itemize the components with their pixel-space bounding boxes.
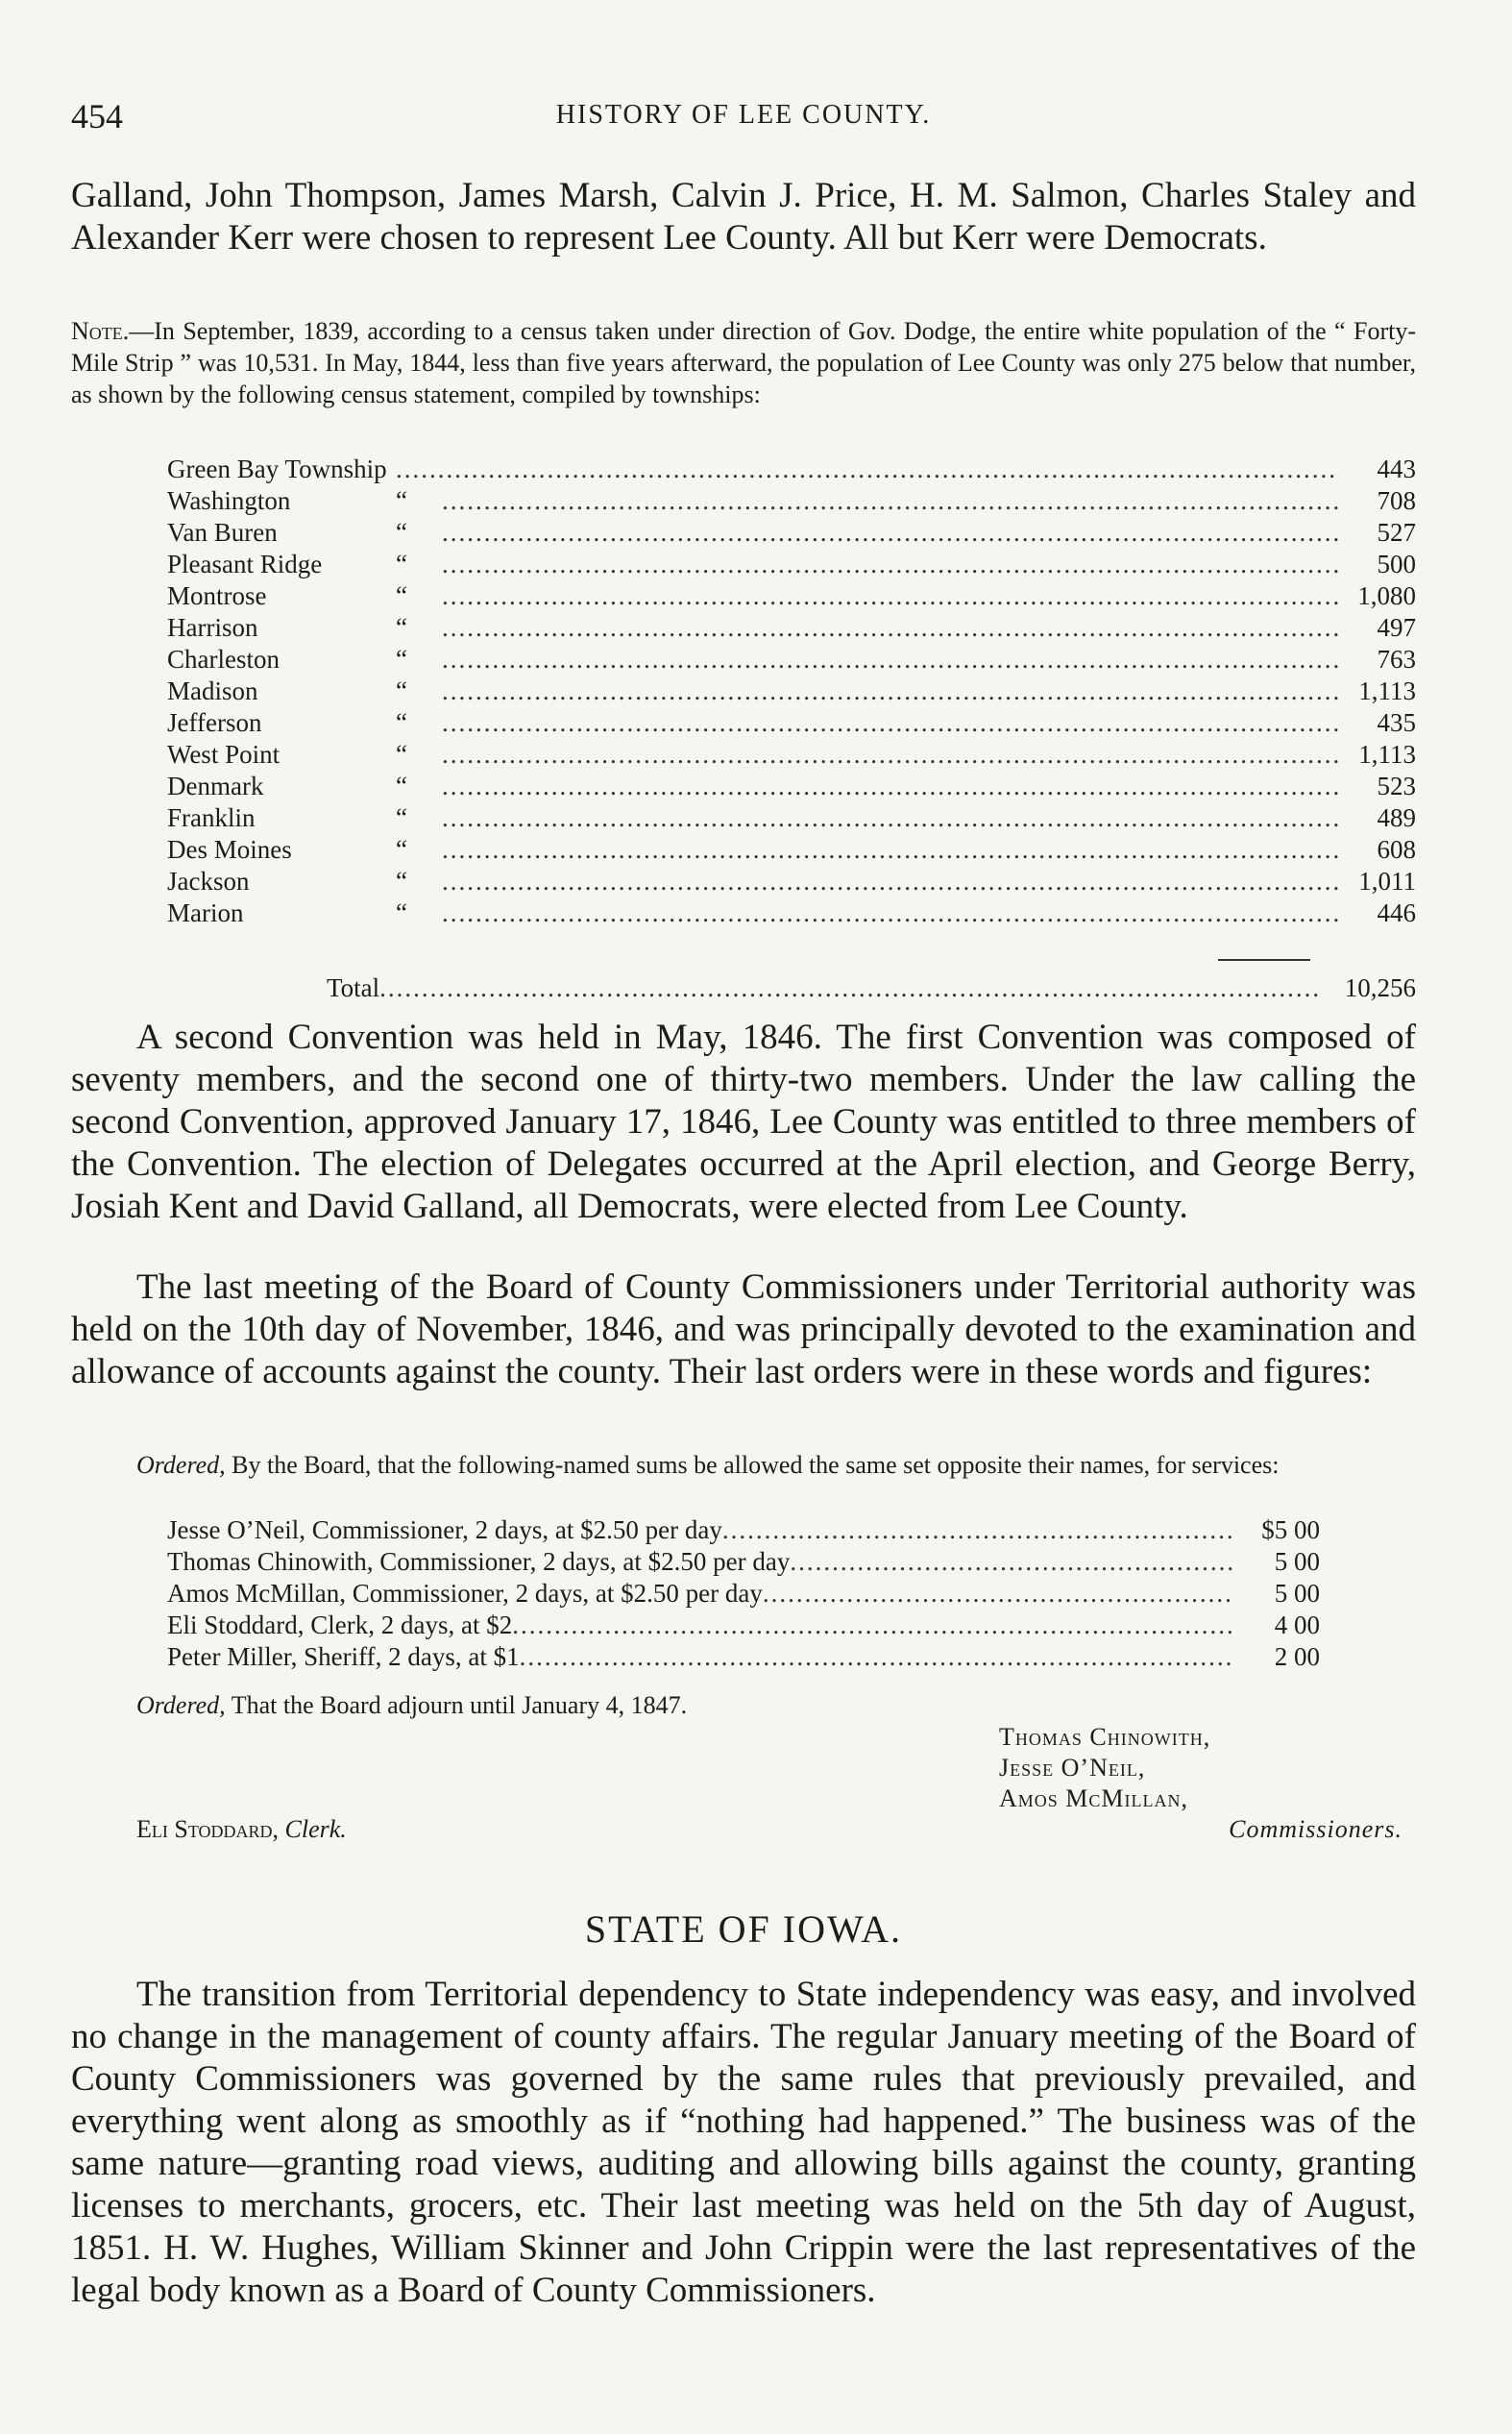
census-table xyxy=(71,454,1416,929)
census-row xyxy=(167,580,1416,612)
dot-leader xyxy=(512,1610,1233,1641)
paragraph-second-convention: A second Convention was held in May, 1846. The first Convention was composed of seventy members, and the second one of thirty-two members. Under the law calling the second Convention, approved January 17, 1846, Lee County was entitled to three members of the Convention. The election of Delegates occurred at the April election, and George Berry, Josiah Kent and David Galland, all Democrats, were elected from Lee County. xyxy=(71,1018,1416,1226)
ditto-mark: “ xyxy=(396,835,407,864)
census-row xyxy=(167,739,1416,771)
census-row xyxy=(167,517,1416,549)
census-row xyxy=(167,676,1416,707)
page-number: 454 xyxy=(71,97,123,135)
ditto-mark: “ xyxy=(396,645,407,674)
population-value: 1,080 xyxy=(1357,581,1416,610)
census-total-row xyxy=(71,972,1416,1004)
signature-name: Thomas Chinowith, xyxy=(999,1723,1211,1751)
township-name: Franklin xyxy=(167,803,256,832)
ditto-mark: “ xyxy=(396,676,407,705)
ditto-mark: “ xyxy=(396,518,407,547)
township-name: Washington xyxy=(167,486,291,515)
payment-description: Amos McMillan, Commissioner, 2 days, at $2.50 per day xyxy=(167,1579,763,1608)
township-name: West Point xyxy=(167,740,280,769)
population-value: 489 xyxy=(1377,803,1416,832)
population-value: 527 xyxy=(1377,518,1416,547)
payment-amount: $5 00 xyxy=(1261,1515,1320,1544)
census-row xyxy=(167,454,1416,485)
payment-amount: 5 00 xyxy=(1274,1579,1320,1608)
dot-leader xyxy=(396,454,1339,485)
dot-leader xyxy=(442,644,1339,676)
ditto-mark: “ xyxy=(396,550,407,578)
payment-row xyxy=(71,1641,1320,1673)
census-row xyxy=(167,802,1416,834)
population-value: 1,011 xyxy=(1358,867,1416,896)
note-label: Note. xyxy=(71,317,130,345)
page-header xyxy=(71,96,1416,135)
payments-list xyxy=(71,1514,1320,1673)
township-name: Pleasant Ridge xyxy=(167,550,323,578)
township-name: Van Buren xyxy=(167,518,278,547)
total-rule xyxy=(1218,959,1310,961)
census-row xyxy=(167,707,1416,739)
dot-leader xyxy=(379,972,1320,1004)
township-name: Montrose xyxy=(167,581,267,610)
census-row xyxy=(167,897,1416,929)
census-row xyxy=(167,549,1416,580)
township-name: Charleston xyxy=(167,645,280,674)
dot-leader xyxy=(520,1641,1233,1673)
ditto-mark: “ xyxy=(396,613,407,642)
payment-amount: 4 00 xyxy=(1274,1610,1320,1639)
census-row xyxy=(167,612,1416,644)
census-total-block xyxy=(71,946,1416,1004)
population-value: 500 xyxy=(1377,550,1416,578)
ditto-mark: “ xyxy=(396,581,407,610)
population-value: 497 xyxy=(1377,613,1416,642)
dot-leader xyxy=(442,517,1339,549)
order-allowance-text: By the Board, that the following-named sums be allowed the same set opposite their names, for services: xyxy=(225,1451,1280,1479)
dot-leader xyxy=(763,1578,1233,1610)
commissioner-signatures xyxy=(999,1722,1402,1845)
total-value: 10,256 xyxy=(1344,973,1416,1002)
ditto-mark: “ xyxy=(396,803,407,832)
census-row xyxy=(167,644,1416,676)
total-label: Total xyxy=(327,973,380,1002)
dot-leader xyxy=(442,707,1339,739)
population-value: 608 xyxy=(1377,835,1416,864)
ordered-label-2: Ordered, xyxy=(136,1691,226,1719)
population-value: 446 xyxy=(1377,898,1416,927)
population-value: 763 xyxy=(1377,645,1416,674)
dot-leader xyxy=(442,580,1339,612)
payment-description: Eli Stoddard, Clerk, 2 days, at $2 xyxy=(167,1610,513,1639)
census-row xyxy=(167,834,1416,866)
ditto-mark: “ xyxy=(396,708,407,737)
signature-name: Amos McMillan, xyxy=(999,1784,1189,1812)
township-name: Jackson xyxy=(167,867,250,896)
township-name: Denmark xyxy=(167,772,264,800)
payment-row xyxy=(71,1546,1320,1578)
ditto-mark: “ xyxy=(396,898,407,927)
census-row xyxy=(167,771,1416,802)
population-value: 523 xyxy=(1377,772,1416,800)
township-name: Green Bay Township xyxy=(167,455,387,483)
payment-row xyxy=(71,1610,1320,1641)
census-row xyxy=(167,866,1416,897)
clerk-name: Eli Stoddard, xyxy=(136,1815,280,1843)
dot-leader xyxy=(442,612,1339,644)
note-text: —In September, 1839, according to a census taken under direction of Gov. Dodge, the entire white population of the “ Forty-Mile Strip ” was 10,531. In May, 1844, less than five years afterward, the population of Lee County was only 275 below that number, as shown by the following census statement, compiled by townships: xyxy=(71,317,1416,408)
census-note xyxy=(71,315,1416,410)
township-name: Marion xyxy=(167,898,244,927)
population-value: 708 xyxy=(1377,486,1416,515)
order-adjourn-text: That the Board adjourn until January 4, 1847. xyxy=(225,1691,688,1719)
dot-leader xyxy=(442,485,1339,517)
payment-description: Thomas Chinowith, Commissioner, 2 days, at $2.50 per day xyxy=(167,1547,791,1576)
payment-description: Peter Miller, Sheriff, 2 days, at $1 xyxy=(167,1642,520,1671)
township-name: Jefferson xyxy=(167,708,262,737)
clerk-role: Clerk. xyxy=(284,1815,347,1843)
population-value: 443 xyxy=(1377,455,1416,483)
paragraph-state-of-iowa: The transition from Territorial dependency to State independency was easy, and involved no change in the management of county affairs. The regular January meeting of the Board of County Commissioners was governed by the same rules that previously prevailed, and everything went along as smoothly as if “nothing had happened.” The business was of the same nature—granting road views, auditing and allowing bills against the county, granting licenses to merchants, grocers, etc. Their last meeting was held on the 5th day of August, 1851. H. W. Hughes, William Skinner and John Crippin were the last representatives of the legal body known as a Board of County Commissioners. xyxy=(71,1975,1416,2310)
ditto-mark: “ xyxy=(396,867,407,896)
signature-name: Jesse O’Neil, xyxy=(999,1754,1146,1782)
section-title: STATE OF IOWA. xyxy=(584,1907,903,1951)
population-value: 1,113 xyxy=(1358,676,1416,705)
paragraph-last-meeting: The last meeting of the Board of County Commissioners under Territorial authority was held on the 10th day of November, 1846, and was principally devoted to the examination and allowance of accounts against the county. Their last orders were in these words and figures: xyxy=(71,1267,1416,1391)
population-value: 1,113 xyxy=(1358,740,1416,769)
township-name: Madison xyxy=(167,676,258,705)
ditto-mark: “ xyxy=(396,772,407,800)
census-row xyxy=(167,485,1416,517)
ditto-mark: “ xyxy=(396,486,407,515)
township-name: Des Moines xyxy=(167,835,292,864)
dot-leader xyxy=(790,1546,1233,1578)
order-allowance xyxy=(71,1449,1416,1481)
paragraph-representatives: Galland, John Thompson, James Marsh, Calvin J. Price, H. M. Salmon, Charles Staley and Alexander Kerr were chosen to represent Lee County. All but Kerr were Democrats. xyxy=(71,176,1416,258)
clerk-signature xyxy=(136,1814,617,1845)
ditto-mark: “ xyxy=(396,740,407,769)
population-value: 435 xyxy=(1377,708,1416,737)
township-name: Harrison xyxy=(167,613,258,642)
payment-description: Jesse O’Neil, Commissioner, 2 days, at $2.50 per day xyxy=(167,1515,722,1544)
order-adjourn xyxy=(71,1689,1416,1721)
dot-leader xyxy=(442,739,1339,771)
dot-leader xyxy=(442,549,1339,580)
dot-leader xyxy=(442,834,1339,866)
payment-amount: 5 00 xyxy=(1274,1547,1320,1576)
dot-leader xyxy=(722,1514,1233,1546)
payment-amount: 2 00 xyxy=(1274,1642,1320,1671)
commissioners-role: Commissioners. xyxy=(1229,1815,1402,1843)
dot-leader xyxy=(442,676,1339,707)
dot-leader xyxy=(442,897,1339,929)
dot-leader xyxy=(442,802,1339,834)
dot-leader xyxy=(442,771,1339,802)
running-head: HISTORY OF LEE COUNTY. xyxy=(555,100,932,130)
payment-row xyxy=(71,1514,1320,1546)
dot-leader xyxy=(442,866,1339,897)
payment-row xyxy=(71,1578,1320,1610)
ordered-label: Ordered, xyxy=(136,1451,226,1479)
